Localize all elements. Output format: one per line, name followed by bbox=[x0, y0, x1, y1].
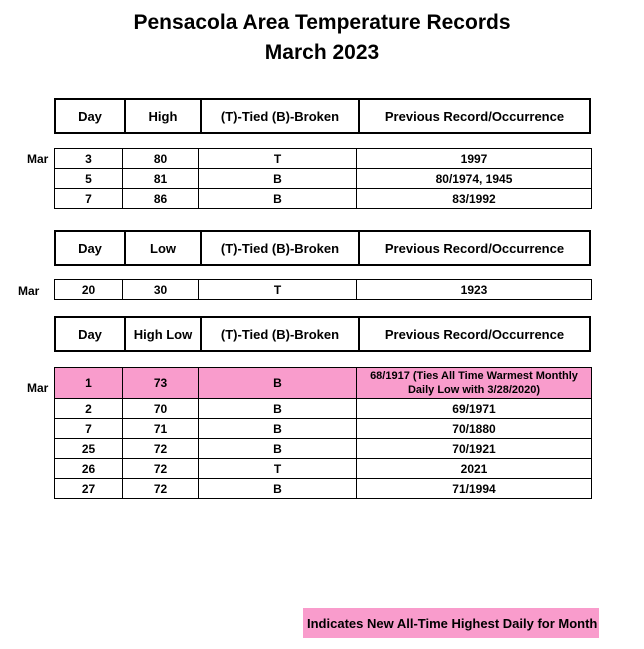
page-subtitle: March 2023 bbox=[264, 41, 380, 64]
table-row bbox=[55, 280, 592, 300]
day-cell: 25 bbox=[55, 439, 123, 459]
header-previous: Previous Record/Occurrence bbox=[358, 232, 589, 264]
header-day: Day bbox=[78, 326, 102, 342]
day-cell: 5 bbox=[55, 169, 123, 189]
header-status: (T)-Tied (B)-Broken bbox=[200, 318, 358, 350]
value-cell: 72 bbox=[123, 439, 199, 459]
status-cell: B bbox=[199, 169, 357, 189]
previous-cell: 69/1971 bbox=[357, 399, 592, 419]
value-cell: 72 bbox=[123, 479, 199, 499]
status-cell: B bbox=[199, 368, 357, 399]
day-cell: 27 bbox=[55, 479, 123, 499]
status-cell: B bbox=[199, 439, 357, 459]
day-cell: 26 bbox=[55, 459, 123, 479]
previous-cell: 70/1921 bbox=[357, 439, 592, 459]
table-row bbox=[55, 459, 592, 479]
day-cell: 2 bbox=[55, 399, 123, 419]
table-row bbox=[55, 189, 592, 209]
high-table-header bbox=[54, 98, 591, 134]
legend-highlight-key: Indicates New All-Time Highest Daily for Month bbox=[303, 608, 599, 638]
previous-cell: 2021 bbox=[357, 459, 592, 479]
header-day: Day bbox=[78, 240, 102, 256]
header-day: Day bbox=[78, 108, 102, 124]
low-month-label: Mar bbox=[18, 284, 40, 298]
low-records-table bbox=[54, 279, 592, 300]
header-previous: Previous Record/Occurrence bbox=[358, 318, 589, 350]
highlow-table-header bbox=[54, 316, 591, 352]
highlow-month-label: Mar bbox=[27, 381, 49, 395]
header-high-low: High Low bbox=[124, 318, 200, 350]
value-cell: 72 bbox=[123, 459, 199, 479]
low-table-header bbox=[54, 230, 591, 266]
table-row bbox=[55, 399, 592, 419]
day-cell: 20 bbox=[55, 280, 123, 300]
value-cell: 80 bbox=[123, 149, 199, 169]
value-cell: 70 bbox=[123, 399, 199, 419]
table-row bbox=[55, 439, 592, 459]
table-row bbox=[55, 149, 592, 169]
table-row bbox=[55, 479, 592, 499]
previous-cell: 80/1974, 1945 bbox=[357, 169, 592, 189]
previous-cell: 1997 bbox=[357, 149, 592, 169]
header-status: (T)-Tied (B)-Broken bbox=[200, 232, 358, 264]
status-cell: T bbox=[199, 149, 357, 169]
value-cell: 73 bbox=[123, 368, 199, 399]
table-row bbox=[55, 419, 592, 439]
high-month-label: Mar bbox=[27, 152, 49, 166]
status-cell: T bbox=[199, 280, 357, 300]
day-cell: 7 bbox=[55, 419, 123, 439]
table-row-highlighted bbox=[55, 368, 592, 399]
table-row bbox=[55, 169, 592, 189]
header-low: Low bbox=[124, 232, 200, 264]
header-previous: Previous Record/Occurrence bbox=[358, 100, 589, 132]
header-status: (T)-Tied (B)-Broken bbox=[200, 100, 358, 132]
previous-cell: 70/1880 bbox=[357, 419, 592, 439]
previous-cell: 1923 bbox=[357, 280, 592, 300]
header-high: High bbox=[124, 100, 200, 132]
day-cell: 3 bbox=[55, 149, 123, 169]
status-cell: B bbox=[199, 189, 357, 209]
highlow-records-table bbox=[54, 367, 592, 499]
value-cell: 71 bbox=[123, 419, 199, 439]
previous-cell: 68/1917 (Ties All Time Warmest Monthly Daily Low with 3/28/2020) bbox=[357, 368, 592, 399]
value-cell: 81 bbox=[123, 169, 199, 189]
status-cell: B bbox=[199, 399, 357, 419]
previous-cell: 71/1994 bbox=[357, 479, 592, 499]
day-cell: 7 bbox=[55, 189, 123, 209]
value-cell: 30 bbox=[123, 280, 199, 300]
previous-cell: 83/1992 bbox=[357, 189, 592, 209]
status-cell: B bbox=[199, 479, 357, 499]
high-records-table bbox=[54, 148, 592, 209]
status-cell: B bbox=[199, 419, 357, 439]
page-title: Pensacola Area Temperature Records bbox=[133, 11, 511, 34]
day-cell: 1 bbox=[55, 368, 123, 399]
status-cell: T bbox=[199, 459, 357, 479]
value-cell: 86 bbox=[123, 189, 199, 209]
